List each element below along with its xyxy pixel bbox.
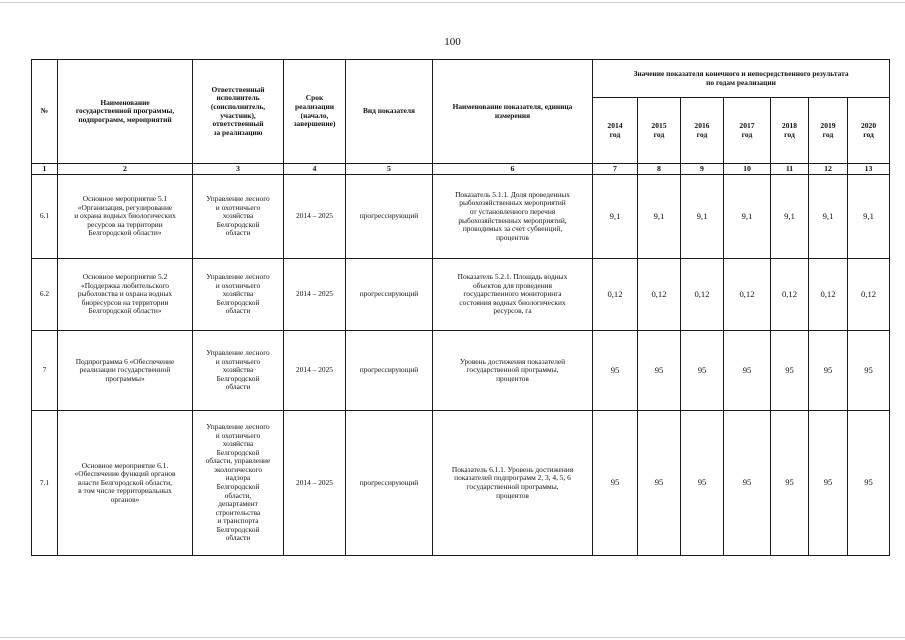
row-value: 95: [681, 411, 724, 556]
scan-edge-top: [0, 2, 905, 3]
scan-edge-bottom: [0, 637, 905, 638]
header-year: 2016 год: [681, 98, 724, 164]
header-year: 2017 год: [724, 98, 771, 164]
row-value: 95: [809, 411, 848, 556]
row-term: 2014 – 2025: [284, 411, 346, 556]
row-executor: Управление лесного и охотничьего хозяйства Белгородской области: [193, 259, 284, 331]
row-number: 6.2: [32, 259, 58, 331]
row-executor: Управление лесного и охотничьего хозяйства Белгородской области: [193, 175, 284, 259]
row-value: 95: [724, 411, 771, 556]
table-row: [32, 331, 890, 411]
row-type: прогрессирующий: [346, 331, 433, 411]
row-value: 0,12: [771, 259, 809, 331]
column-number: 3: [193, 164, 284, 175]
header-col-term: Срок реализации (начало, завершение): [284, 60, 346, 164]
row-value: 9,1: [809, 175, 848, 259]
header-col-num: №: [32, 60, 58, 164]
column-number-row: [32, 164, 890, 175]
row-number: 7: [32, 331, 58, 411]
row-type: прогрессирующий: [346, 259, 433, 331]
row-indicator: Показатель 6.1.1. Уровень достижения показателей подпрограмм 2, 3, 4, 5, 6 государственной программы, процентов: [433, 411, 593, 556]
row-value: 95: [724, 331, 771, 411]
header-col-indicator: Наименование показателя, единица измерения: [433, 60, 593, 164]
header-year: 2019 год: [809, 98, 848, 164]
header-year: 2015 год: [638, 98, 681, 164]
row-value: 95: [771, 331, 809, 411]
header-col-executor: Ответственный исполнитель (соисполнитель, участник), ответственный за реализацию: [193, 60, 284, 164]
column-number: 5: [346, 164, 433, 175]
column-number: 9: [681, 164, 724, 175]
column-number: 7: [593, 164, 638, 175]
row-indicator: Показатель 5.1.1. Доля проведенных рыбохозяйственных мероприятий от установленного перечня рыбохозяйственных мероприятий, проводимых за счет субвенций, процентов: [433, 175, 593, 259]
row-value: 95: [638, 411, 681, 556]
table-row: [32, 175, 890, 259]
row-value: 9,1: [638, 175, 681, 259]
row-type: прогрессирующий: [346, 411, 433, 556]
row-term: 2014 – 2025: [284, 331, 346, 411]
row-value: 95: [593, 331, 638, 411]
row-term: 2014 – 2025: [284, 175, 346, 259]
column-number: 13: [848, 164, 890, 175]
column-number: 8: [638, 164, 681, 175]
row-value: 0,12: [848, 259, 890, 331]
row-value: 95: [848, 331, 890, 411]
row-number: 6.1: [32, 175, 58, 259]
header-year: 2020 год: [848, 98, 890, 164]
row-value: 9,1: [681, 175, 724, 259]
row-number: 7.1: [32, 411, 58, 556]
row-value: 0,12: [724, 259, 771, 331]
row-value: 9,1: [724, 175, 771, 259]
indicators-table: [31, 59, 890, 556]
row-name: Основное мероприятие 5.1 «Организация, регулирование и охрана водных биологических ресурсов на территории Белгородской области»: [58, 175, 193, 259]
column-number: 4: [284, 164, 346, 175]
header-year: 2014 год: [593, 98, 638, 164]
row-value: 95: [681, 331, 724, 411]
header-col-name: Наименование государственной программы, подпрограмм, мероприятий: [58, 60, 193, 164]
row-value: 9,1: [771, 175, 809, 259]
header-row-top: [32, 60, 890, 98]
table-row: [32, 259, 890, 331]
row-executor: Управление лесного и охотничьего хозяйства Белгородской области: [193, 331, 284, 411]
row-value: 95: [593, 411, 638, 556]
column-number: 2: [58, 164, 193, 175]
table-row: [32, 411, 890, 556]
column-number: 10: [724, 164, 771, 175]
row-indicator: Показатель 5.2.1. Площадь водных объектов для проведения государственного мониторинга состояния водных биологических ресурсов, га: [433, 259, 593, 331]
header-year: 2018 год: [771, 98, 809, 164]
column-number: 11: [771, 164, 809, 175]
row-value: 0,12: [638, 259, 681, 331]
row-term: 2014 – 2025: [284, 259, 346, 331]
row-indicator: Уровень достижения показателей государственной программы, процентов: [433, 331, 593, 411]
row-executor: Управление лесного и охотничьего хозяйства Белгородской области, управление экологического надзора Белгородской области, департамент строительства и транспорта Белгородской области: [193, 411, 284, 556]
column-number: 1: [32, 164, 58, 175]
row-value: 9,1: [848, 175, 890, 259]
column-number: 6: [433, 164, 593, 175]
row-name: Подпрограмма 6 «Обеспечение реализации государственной программы»: [58, 331, 193, 411]
header-values-group: Значение показателя конечного и непосредственного результата по годам реализации: [593, 60, 890, 98]
row-value: 0,12: [681, 259, 724, 331]
row-value: 95: [771, 411, 809, 556]
row-name: Основное мероприятие 5.2 «Поддержка любительского рыболовства и охрана водных биоресурсов на территории Белгородской области»: [58, 259, 193, 331]
row-value: 95: [638, 331, 681, 411]
row-name: Основное мероприятие 6.1. «Обеспечение функций органов власти Белгородской области, в том числе территориальных органов»: [58, 411, 193, 556]
row-type: прогрессирующий: [346, 175, 433, 259]
page-number: 100: [444, 36, 461, 48]
row-value: 0,12: [593, 259, 638, 331]
row-value: 0,12: [809, 259, 848, 331]
header-col-type: Вид показателя: [346, 60, 433, 164]
column-number: 12: [809, 164, 848, 175]
row-value: 95: [848, 411, 890, 556]
row-value: 95: [809, 331, 848, 411]
row-value: 9,1: [593, 175, 638, 259]
